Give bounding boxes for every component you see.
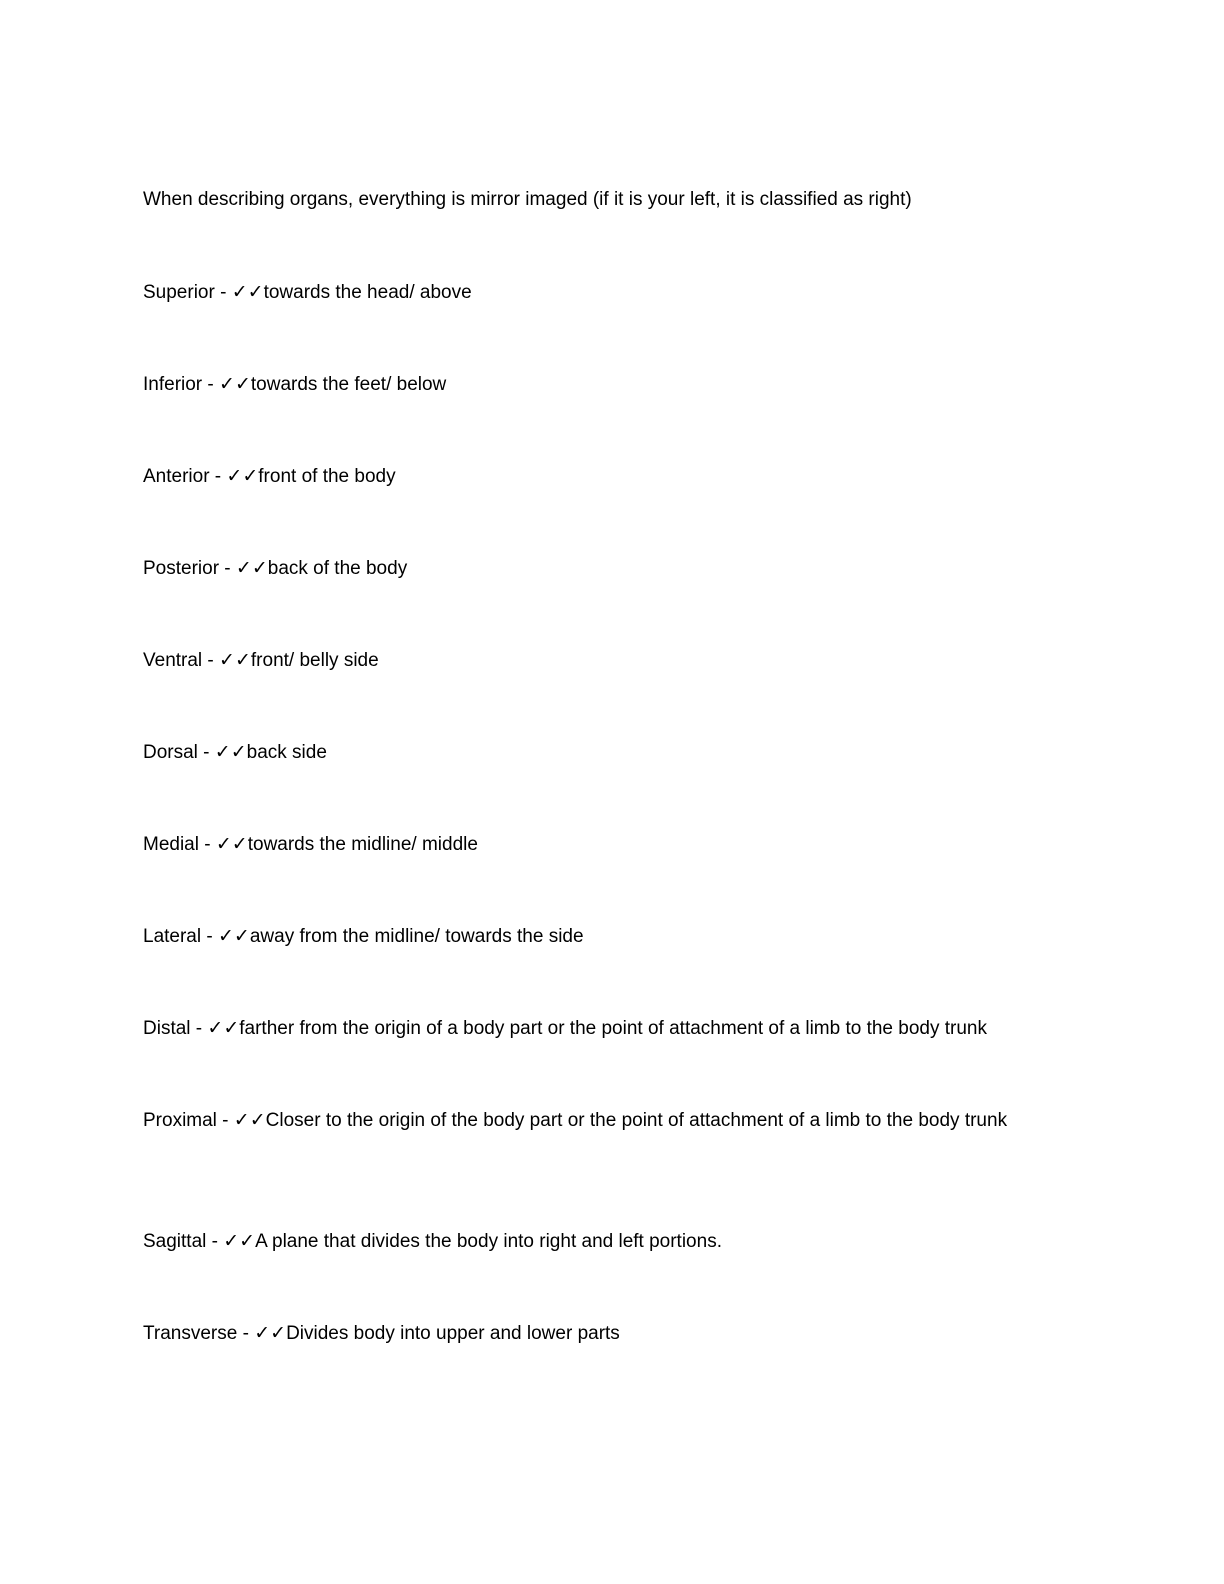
term-label: Proximal [143, 1110, 217, 1131]
separator: - [214, 282, 232, 303]
term-label: Medial [143, 834, 199, 855]
term-label: Superior [143, 282, 215, 303]
term-entry [143, 278, 1073, 307]
double-check-icon: ✓✓ [233, 1109, 266, 1131]
separator: - [219, 558, 236, 579]
term-definition: Divides body into upper and lower parts [286, 1323, 620, 1344]
term-entry [143, 922, 1073, 951]
term-label: Lateral [143, 926, 202, 947]
term-label: Dorsal [143, 742, 198, 763]
term-entry [143, 1014, 1073, 1043]
term-entry [143, 554, 1073, 583]
double-check-icon: ✓✓ [231, 281, 264, 303]
term-entry [143, 830, 1073, 859]
double-check-icon: ✓✓ [218, 925, 250, 947]
term-label: Ventral [143, 650, 203, 671]
term-label: Transverse [143, 1323, 238, 1344]
term-definition: towards the midline/ middle [247, 834, 478, 855]
term-label: Anterior [143, 466, 210, 487]
term-definition: A plane that divides the body into right and left portions. [255, 1231, 722, 1252]
double-check-icon: ✓✓ [254, 1322, 287, 1344]
separator: - [209, 466, 227, 487]
separator: - [237, 1323, 255, 1344]
term-entry [143, 1227, 1073, 1256]
double-check-icon: ✓✓ [215, 833, 248, 855]
term-definition: back side [246, 742, 327, 763]
term-label: Sagittal [143, 1231, 207, 1252]
term-definition: farther from the origin of a body part or the point of attachment of a limb to the body trunk [239, 1018, 987, 1039]
term-entry [143, 646, 1073, 675]
separator: - [201, 926, 218, 947]
double-check-icon: ✓✓ [223, 1230, 256, 1252]
separator: - [197, 742, 215, 763]
double-check-icon: ✓✓ [226, 465, 259, 487]
term-definition: away from the midline/ towards the side [249, 926, 584, 947]
separator: - [206, 1231, 224, 1252]
term-label: Distal [143, 1018, 191, 1039]
term-definition: towards the feet/ below [250, 374, 447, 395]
separator: - [216, 1110, 234, 1131]
double-check-icon: ✓✓ [214, 741, 247, 763]
term-entry [143, 1106, 1073, 1135]
term-label: Inferior [143, 374, 203, 395]
term-definition: towards the head/ above [263, 282, 472, 303]
term-entry [143, 462, 1073, 491]
term-definition: front of the body [258, 466, 396, 487]
separator: - [202, 374, 220, 395]
intro-text: When describing organs, everything is mirror imaged (if it is your left, it is classified as right) [143, 189, 912, 210]
double-check-icon: ✓✓ [235, 557, 268, 579]
term-label: Posterior [143, 558, 220, 579]
term-entry [143, 738, 1073, 767]
separator: - [190, 1018, 208, 1039]
separator: - [198, 834, 216, 855]
term-entry [143, 1319, 1073, 1348]
double-check-icon: ✓✓ [207, 1017, 240, 1039]
double-check-icon: ✓✓ [219, 373, 251, 395]
term-definition: Closer to the origin of the body part or the point of attachment of a limb to the body trunk [265, 1110, 1008, 1131]
term-definition: front/ belly side [250, 650, 379, 671]
separator: - [202, 650, 220, 671]
term-definition: back of the body [267, 558, 408, 579]
double-check-icon: ✓✓ [219, 649, 251, 671]
term-entry [143, 370, 1073, 399]
